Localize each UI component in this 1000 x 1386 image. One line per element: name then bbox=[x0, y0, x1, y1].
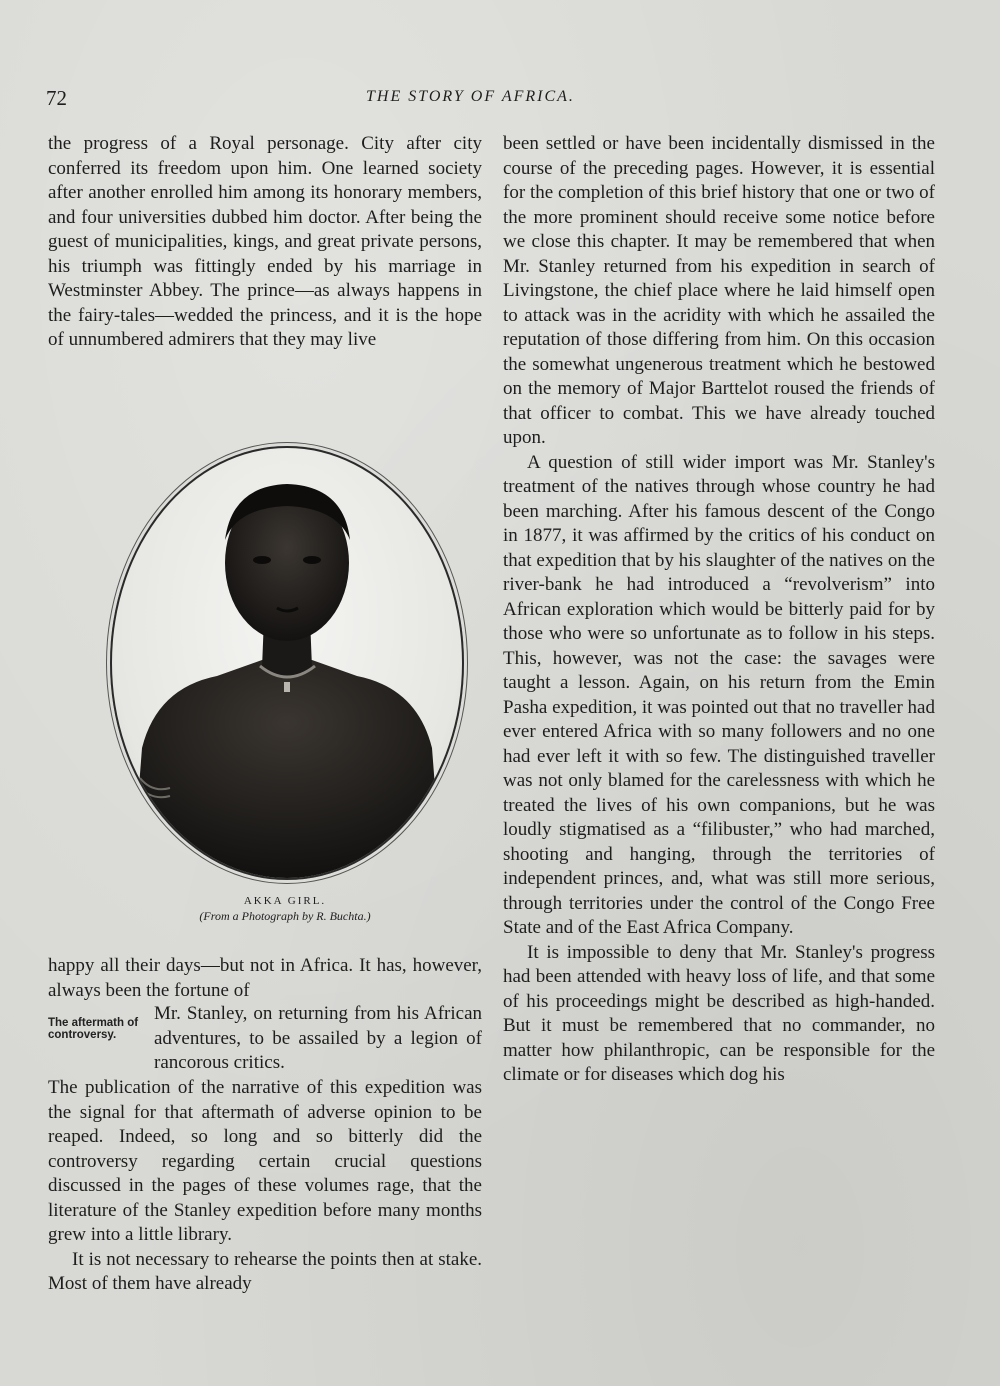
left-column-top-text bbox=[48, 132, 482, 353]
paragraph: The publication of the narrative of this expedition was the signal for that aftermath of adverse opinion to be reaped. Indeed, so long and so bitterly did the controversy regarding certain crucial questions discussed in the pages of these volumes rage, that the literature of the Stanley expedition before many months grew into a little library. bbox=[48, 1077, 482, 1245]
paragraph: It is impossible to deny that Mr. Stanley's progress had been attended with heavy loss of life, and that some of his proceedings might be described as high-handed. But it must be remembered that no commander, no matter how philanthropic, can be responsible for the climate or for diseases which dog his bbox=[503, 941, 935, 1085]
figure-credit: (From a Photograph by R. Buchta.) bbox=[199, 909, 371, 923]
figure-caption bbox=[110, 895, 460, 924]
right-column-text bbox=[503, 132, 935, 1088]
paragraph: been settled or have been incidentally dismissed in the course of the preceding pages. However, it is essential for the completion of this brief history that one or two of the more prominent should receive some notice before we close this chapter. It may be remembered that when Mr. Stanley returned from his expedition in search of Livingstone, the chief place where he laid himself open to attack was in the acridity with which he assailed the reputation of those differing from him. On this occasion the somewhat ungenerous treatment which he bestowed on the memory of Major Barttelot roused the friends of that officer to combat. This we have already touched upon. bbox=[503, 133, 935, 448]
portrait-illustration bbox=[112, 448, 462, 878]
paragraph: the progress of a Royal personage. City after city conferred its freedom upon him. One learned society after another enrolled him among its honorary members, and four universities dubbed him doctor. After being the guest of municipalities, kings, and great private persons, his triumph was fittingly ended by his marriage in Westminster Abbey. The prince—as always happens in the fairy-tales—wedded the princess, and it is the hope of unnumbered admirers that they may live bbox=[48, 133, 482, 350]
left-column-indented-block bbox=[48, 1002, 482, 1076]
paragraph: happy all their days—but not in Africa. It has, however, always been the fortune of bbox=[48, 955, 482, 1001]
portrait-photo bbox=[110, 446, 464, 880]
margin-note: The aftermath of controversy. bbox=[48, 1017, 139, 1041]
running-title: THE STORY OF AFRICA. bbox=[366, 88, 575, 105]
figure-title: AKKA GIRL. bbox=[243, 895, 327, 907]
page-header bbox=[46, 86, 946, 116]
paragraph: A question of still wider import was Mr. Stanley's treatment of the natives through whose country he had been marching. After his famous descent of the Congo in 1877, it was affirmed by the critics of his conduct on that expedition that by his slaughter of the natives on the river-bank he had introduced a “revolverism” into African exploration which would be bitterly paid for by those who were so unfortunate as to follow in his steps. This, however, was not the case: the savages were taught a lesson. Again, on his return from the Emin Pasha expedition, it was pointed out that no traveller had ever entered Africa with so many followers and no one had ever left it with so few. The distinguished traveller was not only blamed for the carelessness with which he treated the lives of his own companions, but he was loudly stigmatised as a “filibuster,” who had marched, shooting and hanging, through the territories of independent princes, and, what was still more serious, through territories under the control of the Congo Free State and of the East Africa Company. bbox=[503, 451, 935, 938]
paragraph: It is not necessary to rehearse the points then at stake. Most of them have already bbox=[48, 1248, 482, 1294]
left-column-continuation bbox=[48, 954, 482, 1003]
page-number: 72 bbox=[46, 86, 67, 110]
left-column-bottom-text bbox=[48, 1076, 482, 1297]
paragraph: Mr. Stanley, on returning from his African adventures, to be assailed by a legion of rancorous critics. bbox=[154, 1003, 482, 1073]
